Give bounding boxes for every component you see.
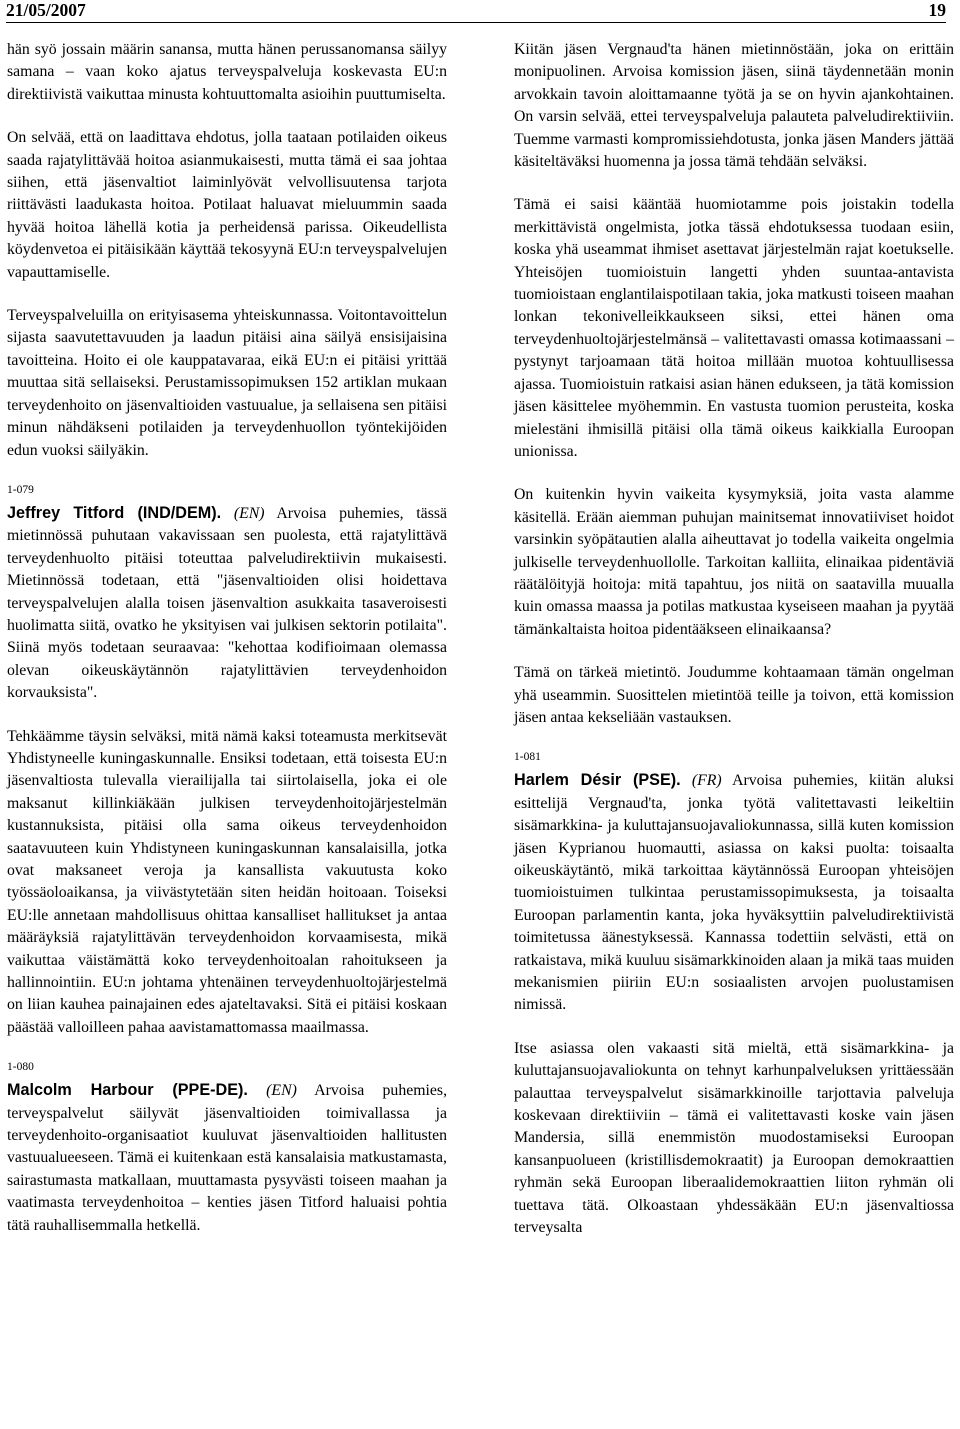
paragraph: On kuitenkin hyvin vaikeita kysymyksiä, joita vasta alamme käsitellä. Erään aiemman puhujan mainitsemat innovatiiviset hoidot varsinkin syöpätautien alalla aiheuttavat jo todella vaikeita ongelmia julkiselle terveydenhuollolle. Tarkoitan kalliita, elinaikaa pidentäviä räätälöityjä hoitoja: mitä tapahtuu, jos niitä on saatavilla muualla kuin omassa maassa ja potilas matkustaa kyseiseen maahan ja pyytää tämänkaltaista hoitoa pidentääkseen elinaikaansa? (514, 486, 954, 638)
paragraph: Tämä on tärkeä mietintö. Joudumme kohtaamaan tämän ongelman yhä useammin. Suosittelen mietintöä teille ja toivon, että komission jäsen antaa kekseliään vastauksen. (514, 664, 954, 726)
page-header (6, 0, 946, 23)
language-tag: (FR) (691, 772, 722, 790)
language-tag: (EN) (266, 1082, 297, 1100)
page-number: 19 (928, 0, 946, 20)
speech-text: Arvoisa puhemies, terveyspalvelut säilyvät jäsenvaltioiden toimivallassa ja terveydenhoito-organisaatiot kuuluvat jäsenvaltioiden hallitusten vastuualueeseen. Tämä ei kuitenkaan estä kansalaisia matkustamasta, sairastumasta matkallaan, muuttamasta pysyvästi toiseen maahan ja vaatimasta terveydenhoitoa – kenties jäsen Titford haluaisi pohtia tätä rauhallisemmalla hetkellä. (7, 1082, 448, 1234)
speech-entry (514, 769, 954, 1016)
left-column (7, 39, 447, 1237)
speaker-name: Malcolm Harbour (PPE-DE). (7, 1081, 248, 1100)
paragraph: Terveyspalveluilla on erityisasema yhteiskunnassa. Voitontavoittelun sijasta saavutettavuuden ja laadun pitäisi aina säilyä ensisijaisina tavoitteina. Hoito ei ole kauppatavaraa, eikä EU:n ei pitäisi yrittää muuttaa sitä sellaiseksi. Perustamissopimuksen 152 artiklan mukaan terveydenhoito on jäsenvaltioiden vastuualue, ja sellaisena sen pitäisi minun nähdäkseni potilaiden ja terveydenhuollon työntekijöiden edun vuoksi säilyäkin. (7, 307, 447, 459)
paragraph: hän syö jossain määrin sanansa, mutta hänen perussanomansa säilyy samana – vaan koko ajatus terveyspalveluja koskevasta EU:n direktiivistä vaikuttaa minusta kohtuuttomalta asioihin puuttumiselta. (7, 41, 447, 103)
item-number: 1-080 (7, 1061, 34, 1074)
speech-text: Arvoisa puhemies, kiitän aluksi esittelijä Vergnaud'ta, jonka työtä valitettavasti leikeltiin sisämarkkina- ja kuluttajansuojavaliokunnassa, sillä kuten komission jäsen Kyprianou huomautti, asiassa on kaksi puolta: toisaalta oikeuskäytäntö, mikä tarkoittaa käytännössä Euroopan yhteisöjen tuomioistuimen tulkintaa perustamissopimuksesta, ja toisaalta Euroopan parlamentin kanta, joka hyväksyttiin palveludirektiivistä toimitetussa äänestyksessä. Kannassa todettiin selvästi, että on ratkaistava, mikä kuuluu sisämarkkinoiden alaan ja mikä taas muiden mekanismien piiriin EU:n sosiaalisten arvojen puolustamisen nimissä. (514, 772, 955, 1014)
paragraph: On selvää, että on laadittava ehdotus, jolla taataan potilaiden oikeus saada rajatylittävää hoitoa asianmukaisesti, mutta tämä ei saa johtaa siihen, että jäsenvaltiot laiminlyövät velvollisuutensa tarjota riittävästi laadukasta hoitoa. Potilaat haluavat mieluummin saada hyvää hoitoa lähellä kotia ja perheidensä parissa. Oikeudellista köydenvetoa ei pitäisikään käyttää tekosyynä EU:n terveyspalvelujen vapauttamiselle. (7, 129, 447, 281)
header-date: 21/05/2007 (6, 0, 86, 20)
speaker-name: Harlem Désir (PSE). (514, 771, 681, 790)
paragraph: Itse asiassa olen vakaasti sitä mieltä, että sisämarkkina- ja kuluttajansuojavaliokunta on tehnyt karhunpalveluksen yrittäessään palauttaa terveyspalvelut sisämarkkinoille tarjottavia palveluja koskevaan direktiiviin – tämä ei valitettavasti koske vain jäsen Mandersia, sillä enemmistön muodostamiseksi Euroopan kansanpuolueen (kristillisdemokraatit) ja Euroopan demokraattien ryhmän sekä Euroopan liberaalidemokraattien liiton ryhmän oli tuettava tätä. Olkoastaan yhdessäkään EU:n jäsenvaltiossa terveysalta (514, 1039, 954, 1237)
right-column (514, 39, 954, 1240)
item-number: 1-081 (514, 751, 541, 764)
speech-entry (7, 502, 447, 705)
language-tag: (EN) (233, 504, 265, 522)
speech-text: Arvoisa puhemies, tässä mietinnössä puhutaan vakavissaan sen puolesta, että rajatylittävä terveydenhuolto pitäisi toteuttaa palveludirektiivin mukaisesti. Mietinnössä todetaan, että "jäsenvaltioiden olisi hoidettava terveyspalvelujen alalla toisen jäsenvaltion asukkaita tasaveroisesti huolimatta siitä, ovatko he yksityisen vai julkisen sektorin potilaita". Siinä myös todetaan seuraavaa: "kehottaa kodifioimaan olemassa olevan oikeuskäytännön rajatylittävien terveydenhoidon korvauksista". (7, 504, 447, 702)
speech-entry (7, 1079, 447, 1237)
item-number: 1-079 (7, 483, 34, 496)
speaker-name: Jeffrey Titford (IND/DEM). (7, 503, 222, 522)
paragraph: Tämä ei saisi kääntää huomiotamme pois joistakin todella merkittävistä ongelmista, jotka tässä ehdotuksessa tuodaan esiin, koska yhä useammat ihmiset asettavat järjestelmän rajat koetukselle. Yhteisöjen tuomioistuin langetti yhden suuntaa-antavista tuomioistaan englantilaispotilaan takia, joka matkusti toiseen maahan lonkan tekonivelleikkaukseen siksi, ettei hänen oma terveydenhuoltojärjestelmänsä – valitettavasti omassa kotimaassani – pystynyt tarjoamaan tätä hoitoa millään muotoa kohtuullisessa ajassa. Tuomioistuin ratkaisi asian hänen edukseen, ja tätä komission jäsen käsittelee myöhemmin. En vastusta tuomion perusteita, koska mielestäni ihmisillä pitäisi olla tämä oikeus kaikkialla Euroopan unionissa. (514, 196, 954, 460)
paragraph: Tehkäämme täysin selväksi, mitä nämä kaksi toteamusta merkitsevät Yhdistyneelle kuningaskunnalle. Ensiksi todetaan, että toisesta EU:n jäsenvaltiosta tulevalla vierailijalla tai siirtolaisella, joka ei ole maksanut killinkiäkään julkisen terveydenhoitojärjestelmän kustannuksista, pitäisi olla sama oikeus terveydenhoidon saatavuuteen kuin Yhdistyneen kuningaskunnan kansalaisilla, jotka ovat maksaneet veroja ja kansallista vakuutusta koko työssäoloaikansa, ja viivästytetään siten heidän hoitoaan. Toiseksi EU:lle annetaan mahdollisuus ohittaa kansalliset hallitukset ja antaa määräyksiä rajatylittävän terveydenhoidon korvaamisesta, mikä vaikuttaa väistämättä koko terveydenhoitoalan rahoitukseen ja hallinnointiin. EU:n johtama yhtenäinen terveydenhuoltojärjestelmä on liian kauhea painajainen edes ajateltavaksi. Sitä ei pitäisi koskaan päästää valloilleen pahaa aavistamattomassa maailmassa. (7, 727, 447, 1036)
paragraph: Kiitän jäsen Vergnaud'ta hänen mietinnöstään, joka on erittäin monipuolinen. Arvoisa komission jäsen, siinä täydennetään monin arvokkain tavoin aloittamaanne työtä ja se on hyvin ajankohtainen. On varsin selvää, ettei terveyspalveluja palauteta palveludirektiiviin. Tuemme varmasti kompromissiehdotusta, jonka jäsen Manders jättää käsiteltäväksi huomenna ja jossa tämä tehdään selväksi. (514, 41, 954, 171)
